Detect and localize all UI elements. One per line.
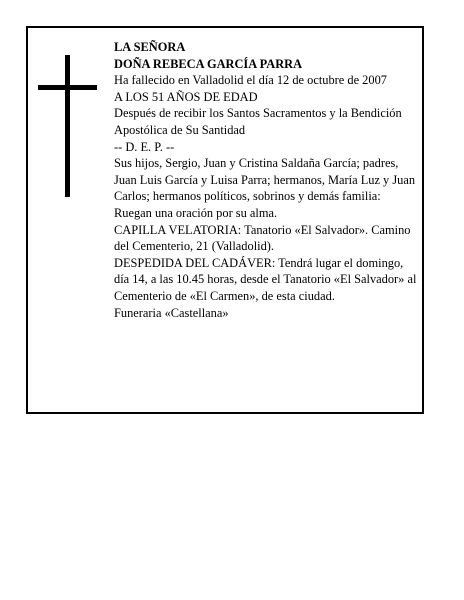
cross-vertical-bar bbox=[65, 55, 70, 197]
sacraments-line: Después de recibir los Santos Sacramentos y la Bendición Apostólica de Su Santidad bbox=[114, 106, 402, 137]
farewell-line: DESPEDIDA DEL CADÁVER: Tendrá lugar el domingo, día 14, a las 10.45 horas, desde el Tanatorio «El Salvador» al Cementerio de «El Carmen», de esta ciudad. bbox=[114, 255, 417, 303]
notice-title: LA SEÑORA bbox=[114, 40, 186, 54]
cross-horizontal-bar bbox=[38, 85, 97, 90]
prayer-line: Ruegan una oración por su alma. bbox=[114, 205, 278, 220]
age-line: A LOS 51 AÑOS DE EDAD bbox=[114, 89, 258, 104]
death-date-line: Ha fallecido en Valladolid el día 12 de octubre de 2007 bbox=[114, 73, 387, 88]
funeral-home-line: Funeraria «Castellana» bbox=[114, 305, 229, 320]
rip-line: -- D. E. P. -- bbox=[114, 139, 175, 154]
deceased-name: DOÑA REBECA GARCÍA PARRA bbox=[114, 56, 303, 71]
family-line: Sus hijos, Sergio, Juan y Cristina Saldaña García; padres, Juan Luis García y Luisa Parra; hermanos, María Luz y Juan Carlos; hermanos políticos, sobrinos y demás familia: bbox=[114, 156, 416, 204]
chapel-line: CAPILLA VELATORIA: Tanatorio «El Salvador». Camino del Cementerio, 21 (Valladolid). bbox=[114, 222, 411, 254]
obituary-text bbox=[114, 39, 419, 321]
